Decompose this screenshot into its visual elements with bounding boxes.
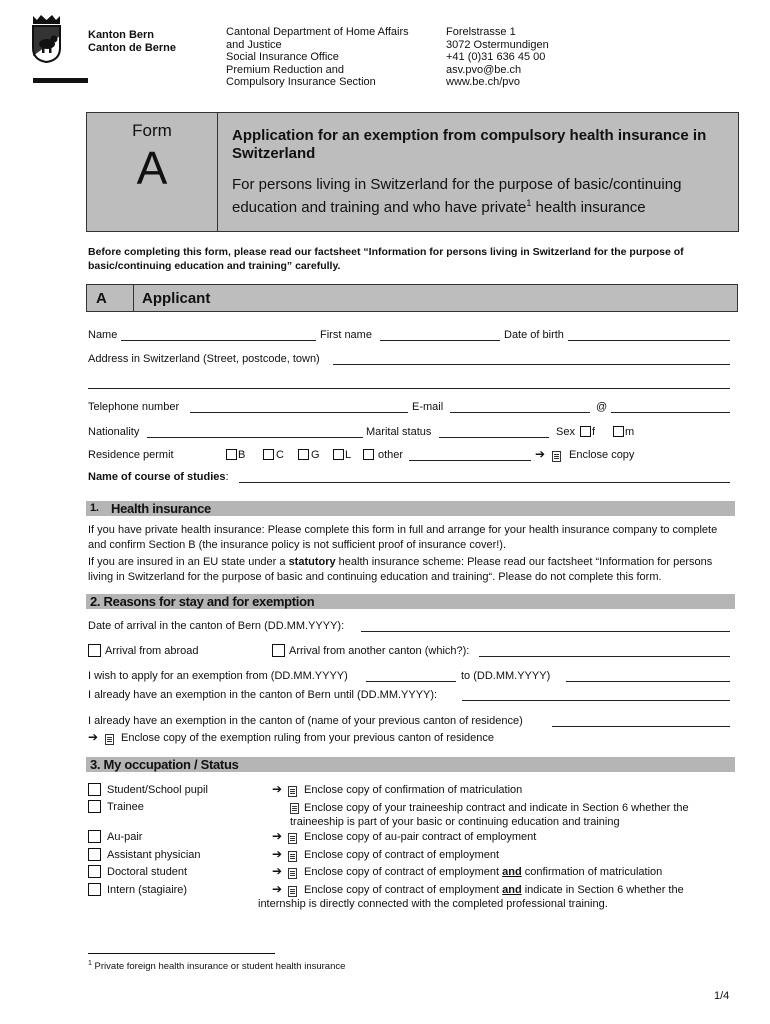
section-1-title: Health insurance (111, 501, 211, 516)
arrow-icon: ➔ (272, 847, 283, 861)
email-label: E-mail (412, 401, 444, 413)
sex-m-label: m (625, 426, 635, 438)
status-note-continued: internship is directly connected with the completed professional training. (258, 898, 608, 910)
already-previous-label: I already have an exemption in the canton of (name of your previous canton of residence) (88, 715, 523, 727)
permit-other-checkbox[interactable] (363, 449, 374, 460)
sex-label: Sex (556, 426, 575, 438)
department-block (226, 26, 409, 89)
document-icon (288, 783, 297, 801)
status-label: Doctoral student (107, 866, 188, 878)
arrival-abroad-label: Arrival from abroad (105, 645, 199, 657)
residence-permit-label: Residence permit (88, 449, 174, 461)
email-field[interactable] (450, 412, 590, 413)
student-checkbox[interactable] (88, 783, 101, 796)
arrow-icon: ➔ (272, 864, 283, 878)
permit-other-label: other (378, 449, 404, 461)
sex-m-checkbox[interactable] (613, 426, 624, 437)
course-field[interactable] (239, 482, 730, 483)
website-link[interactable]: www.be.ch/pvo (446, 76, 520, 89)
doctoral-student-checkbox[interactable] (88, 865, 101, 878)
nationality-label: Nationality (88, 426, 140, 438)
sex-f-checkbox[interactable] (580, 426, 591, 437)
name-field[interactable] (121, 340, 316, 341)
sex-f-label: f (592, 426, 596, 438)
permit-g-checkbox[interactable] (298, 449, 309, 460)
status-note: Enclose copy of your traineeship contract and indicate in Section 6 whether the traineeship is part of your basic or continuing education and training (290, 802, 689, 828)
coat-of-arms-logo (30, 14, 63, 64)
address-block (446, 26, 549, 89)
form-subtitle: For persons living in Switzerland for the purpose of basic/continuing education and training and who have private$^1$ health insurance (232, 176, 682, 216)
document-icon (288, 830, 297, 848)
permit-l-checkbox[interactable] (333, 449, 344, 460)
section-a-divider (133, 285, 134, 311)
canton-name-block (88, 29, 176, 54)
assistant-physician-checkbox[interactable] (88, 848, 101, 861)
document-icon (105, 731, 114, 749)
apply-to-field[interactable] (566, 681, 730, 682)
status-label: Trainee (107, 801, 144, 813)
course-label: Name of course of studies: (88, 471, 229, 483)
status-label: Student/School pupil (107, 784, 208, 796)
arrow-icon: ➔ (535, 447, 546, 461)
arrival-date-field[interactable] (361, 631, 730, 632)
status-note: Enclose copy of contract of employment and confirmation of matriculation (304, 866, 663, 878)
status-label: Au-pair (107, 831, 143, 843)
arrival-date-label: Date of arrival in the canton of Bern (DD.MM.YYYY): (88, 620, 345, 632)
section-a-header (86, 284, 738, 312)
status-note: Enclose copy of contract of employment and indicate in Section 6 whether the (304, 884, 684, 896)
section-3-bar (86, 757, 735, 772)
dept-line: Compulsory Insurance Section (226, 76, 376, 89)
at-sign: @ (596, 401, 608, 413)
arrival-abroad-checkbox[interactable] (88, 644, 101, 657)
apply-to-label: to (DD.MM.YYYY) (461, 670, 551, 682)
permit-c-checkbox[interactable] (263, 449, 274, 460)
address-label: Address in Switzerland (Street, postcode, town) (88, 353, 320, 365)
previous-canton-field[interactable] (552, 726, 730, 727)
form-box-divider (217, 113, 218, 231)
section-a-letter: A (96, 290, 107, 307)
arrival-canton-field[interactable] (479, 656, 730, 657)
arrow-icon: ➔ (272, 829, 283, 843)
section-1-paragraph-1: If you have private health insurance: Please complete this form in full and arrange for your health insurance company to complete and confirm Section B (the insurance policy is not sufficient proof of insurance cover!). (88, 524, 718, 551)
au-pair-checkbox[interactable] (88, 830, 101, 843)
marital-status-label: Marital status (366, 426, 432, 438)
dob-field[interactable] (568, 340, 730, 341)
canton-name-fr: Canton de Berne (88, 41, 177, 54)
permit-l-label: L (345, 449, 352, 461)
address-line: +41 (0)31 636 45 00 (446, 51, 546, 64)
enclose-copy-label: Enclose copy (569, 449, 635, 461)
dept-line: Cantonal Department of Home Affairs (226, 26, 409, 38)
dob-label: Date of birth (504, 329, 564, 341)
dept-line: Premium Reduction and (226, 63, 345, 76)
section-2-bar (86, 594, 735, 609)
permit-g-label: G (311, 449, 320, 461)
arrow-icon: ➔ (88, 730, 99, 744)
document-icon (288, 848, 297, 866)
telephone-field[interactable] (190, 412, 408, 413)
nationality-field[interactable] (147, 437, 363, 438)
address-field[interactable] (333, 364, 730, 365)
form-title-box (86, 112, 739, 232)
status-label: Assistant physician (107, 849, 201, 861)
intern-checkbox[interactable] (88, 883, 101, 896)
arrival-canton-label: Arrival from another canton (which?): (289, 645, 470, 657)
permit-c-label: C (276, 449, 284, 461)
status-note: Enclose copy of contract of employment (304, 849, 500, 861)
form-title: Application for an exemption from compulsory health insurance in Switzerland (232, 127, 707, 162)
document-icon (288, 865, 297, 883)
first-name-field[interactable] (380, 340, 500, 341)
canton-name-de: Kanton Bern (88, 29, 154, 41)
status-note: Enclose copy of au-pair contract of employment (304, 831, 537, 843)
intro-note: Before completing this form, please read our factsheet “Information for persons living in Switzerland for the purpose of basic/continuing education and training” carefully. (88, 246, 684, 272)
form-letter: A (136, 142, 168, 194)
dept-line: and Justice (226, 38, 282, 51)
address-line: Forelstrasse 1 (446, 26, 516, 38)
page-number: 1/4 (714, 990, 730, 1002)
arrival-canton-checkbox[interactable] (272, 644, 285, 657)
already-bern-field[interactable] (462, 700, 730, 701)
name-label: Name (88, 329, 118, 341)
form-label: Form (132, 121, 172, 140)
apply-from-label: I wish to apply for an exemption from (DD.MM.YYYY) (88, 670, 348, 682)
telephone-label: Telephone number (88, 401, 180, 413)
permit-b-label: B (238, 449, 246, 461)
already-bern-label: I already have an exemption in the canton of Bern until (DD.MM.YYYY): (88, 689, 438, 701)
status-note: Enclose copy of confirmation of matriculation (304, 784, 523, 796)
document-icon (552, 448, 561, 466)
enclose-previous-ruling: Enclose copy of the exemption ruling from your previous canton of residence (121, 732, 494, 744)
email-domain-field[interactable] (611, 412, 730, 413)
arrow-icon: ➔ (272, 782, 283, 796)
arrow-icon: ➔ (272, 882, 283, 896)
section-1-bar (86, 501, 735, 516)
section-a-title: Applicant (142, 290, 211, 307)
section-1-number: 1. (90, 502, 99, 514)
permit-other-field[interactable] (409, 460, 531, 461)
first-name-label: First name (320, 329, 372, 341)
address-field-line2[interactable] (88, 388, 730, 389)
status-label: Intern (stagiaire) (107, 884, 188, 896)
address-line: 3072 Ostermundigen (446, 38, 549, 51)
section-3-title: 3. My occupation / Status (90, 757, 239, 772)
section-1-paragraph-2: If you are insured in an EU state under a statutory health insurance scheme: Please read our factsheet “Information for persons living in Switzerland for the purpose of basic and continuing education and training“. Please do not complete this form. (88, 556, 713, 583)
apply-from-field[interactable] (366, 681, 456, 682)
email-link[interactable]: asv.pvo@be.ch (446, 63, 522, 76)
permit-b-checkbox[interactable] (226, 449, 237, 460)
dept-line: Social Insurance Office (226, 51, 339, 64)
trainee-checkbox[interactable] (88, 800, 101, 813)
footnote-rule (88, 953, 275, 954)
marital-status-field[interactable] (439, 437, 549, 438)
header-rule (33, 78, 88, 83)
section-2-title: 2. Reasons for stay and for exemption (90, 594, 315, 609)
footnote: $^1$ Private foreign health insurance or student health insurance (88, 960, 346, 973)
